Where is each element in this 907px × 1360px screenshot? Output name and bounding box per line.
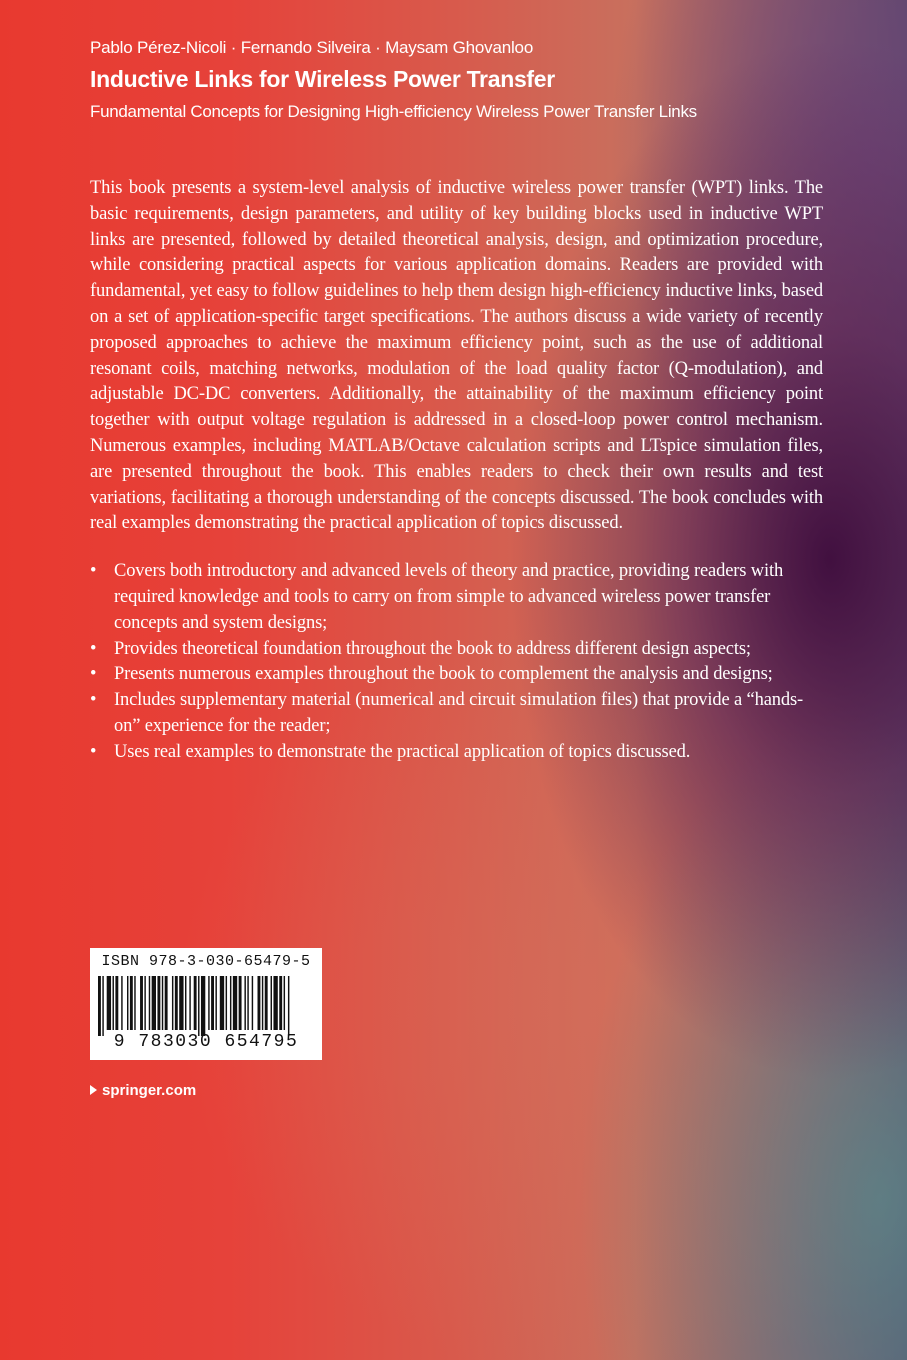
barcode-bar	[244, 976, 245, 1030]
barcode-bar	[230, 976, 231, 1030]
barcode-bar	[134, 976, 135, 1030]
bullet-icon: •	[90, 664, 97, 685]
barcode-bar	[198, 976, 199, 1036]
cover-header	[90, 38, 697, 122]
barcode-bar	[189, 976, 190, 1030]
barcode-bar	[179, 976, 183, 1030]
back-cover-text	[90, 176, 823, 766]
barcode-bar	[107, 976, 111, 1030]
barcode-bar	[121, 976, 122, 1030]
barcode-bar	[215, 976, 216, 1030]
isbn-number: ISBN 978-3-030-65479-5	[101, 953, 311, 970]
bullet-icon: •	[90, 561, 97, 582]
barcode-bar	[98, 976, 101, 1036]
list-item: • Provides theoretical foundation throughout the book to address different design aspects;	[90, 637, 823, 663]
barcode-bar	[258, 976, 261, 1030]
barcode-bar	[130, 976, 133, 1030]
barcode-bar	[211, 976, 214, 1030]
barcode-bar	[144, 976, 145, 1030]
book-subtitle: Fundamental Concepts for Designing High-efficiency Wireless Power Transfer Links	[90, 102, 697, 121]
barcode-bar	[201, 976, 205, 1036]
barcode-bar	[102, 976, 103, 1036]
barcode-bar	[279, 976, 282, 1030]
list-item: • Presents numerous examples throughout the book to complement the analysis and designs;	[90, 662, 823, 688]
barcode-bar	[288, 976, 289, 1036]
barcode-bar	[149, 976, 150, 1030]
barcode-bar	[262, 976, 263, 1030]
book-title: Inductive Links for Wireless Power Transfer	[90, 66, 555, 92]
barcode-bar	[265, 976, 268, 1030]
barcode-bar	[157, 976, 160, 1030]
list-item: • Covers both introductory and advanced levels of theory and practice, providing readers with required knowledge and tools to carry on from simple to advanced wireless power transfer concepts and system designs;	[90, 561, 784, 633]
list-item: • Includes supplementary material (numerical and circuit simulation files) that provide a “hands-on” experience for the reader;	[90, 690, 804, 736]
barcode-bar	[165, 976, 168, 1030]
barcode-bar	[226, 976, 227, 1030]
barcode-bar	[194, 976, 197, 1030]
barcode-bar	[152, 976, 156, 1030]
barcode-bar	[273, 976, 277, 1030]
barcode-bar	[185, 976, 186, 1030]
abstract: This book presents a system-level analysis of inductive wireless power transfer (WPT) links. The basic requirements, design parameters, and utility of key building blocks used in inductive WPT links are presented, followed by detailed theoretical analysis, design, and optimization procedure, while considering practical aspects for various application domains. Readers are provided with fundamental, yet easy to follow guidelines to help them design high-efficiency inductive links, based on a set of application-specific target specifications. The authors discuss a wide variety of recently proposed approaches to achieve the maximum efficiency point, such as the use of additional resonant coils, matching networks, modulation of the load quality factor (Q-modulation), and adjustable DC-DC converters. Additionally, the attainability of the maximum efficiency point together with output voltage regulation is addressed in a closed-loop power control mechanism. Numerous examples, including MATLAB/Octave calculation scripts and LTspice simulation files, are presented throughout the book. This enables readers to check their own results and test variations, facilitating a thorough understanding of the concepts discussed. The book concludes with real examples demonstrating the practical application of topics discussed.	[90, 178, 823, 534]
feature-list	[90, 559, 823, 765]
bullet-icon: •	[90, 638, 97, 659]
arrow-icon	[90, 1085, 97, 1095]
barcode-bars	[98, 976, 314, 1036]
bullet-icon: •	[90, 690, 97, 711]
barcode-bar	[175, 976, 178, 1030]
barcode-bar	[127, 976, 128, 1030]
barcode-bar	[271, 976, 272, 1030]
barcode-bar	[239, 976, 242, 1030]
barcode-bar	[172, 976, 173, 1030]
barcode-bar	[208, 976, 209, 1030]
authors: Pablo Pérez-Nicoli · Fernando Silveira · Maysam Ghovanloo	[90, 38, 534, 57]
barcode-bar	[252, 976, 253, 1030]
barcode-bar	[162, 976, 163, 1030]
barcode-bar	[247, 976, 248, 1030]
barcode-bar	[233, 976, 237, 1030]
ean-digits: 9 783030 654795	[113, 1032, 299, 1052]
barcode-bar	[140, 976, 143, 1030]
publisher-link[interactable]: springer.com	[90, 1082, 196, 1099]
barcode-bar	[115, 976, 118, 1030]
barcode-bar	[284, 976, 285, 1030]
barcode-bar	[113, 976, 114, 1030]
barcode-bar	[220, 976, 224, 1030]
list-item: • Uses real examples to demonstrate the practical application of topics discussed.	[90, 740, 823, 766]
isbn-barcode	[90, 948, 322, 1060]
bullet-icon: •	[90, 741, 97, 762]
